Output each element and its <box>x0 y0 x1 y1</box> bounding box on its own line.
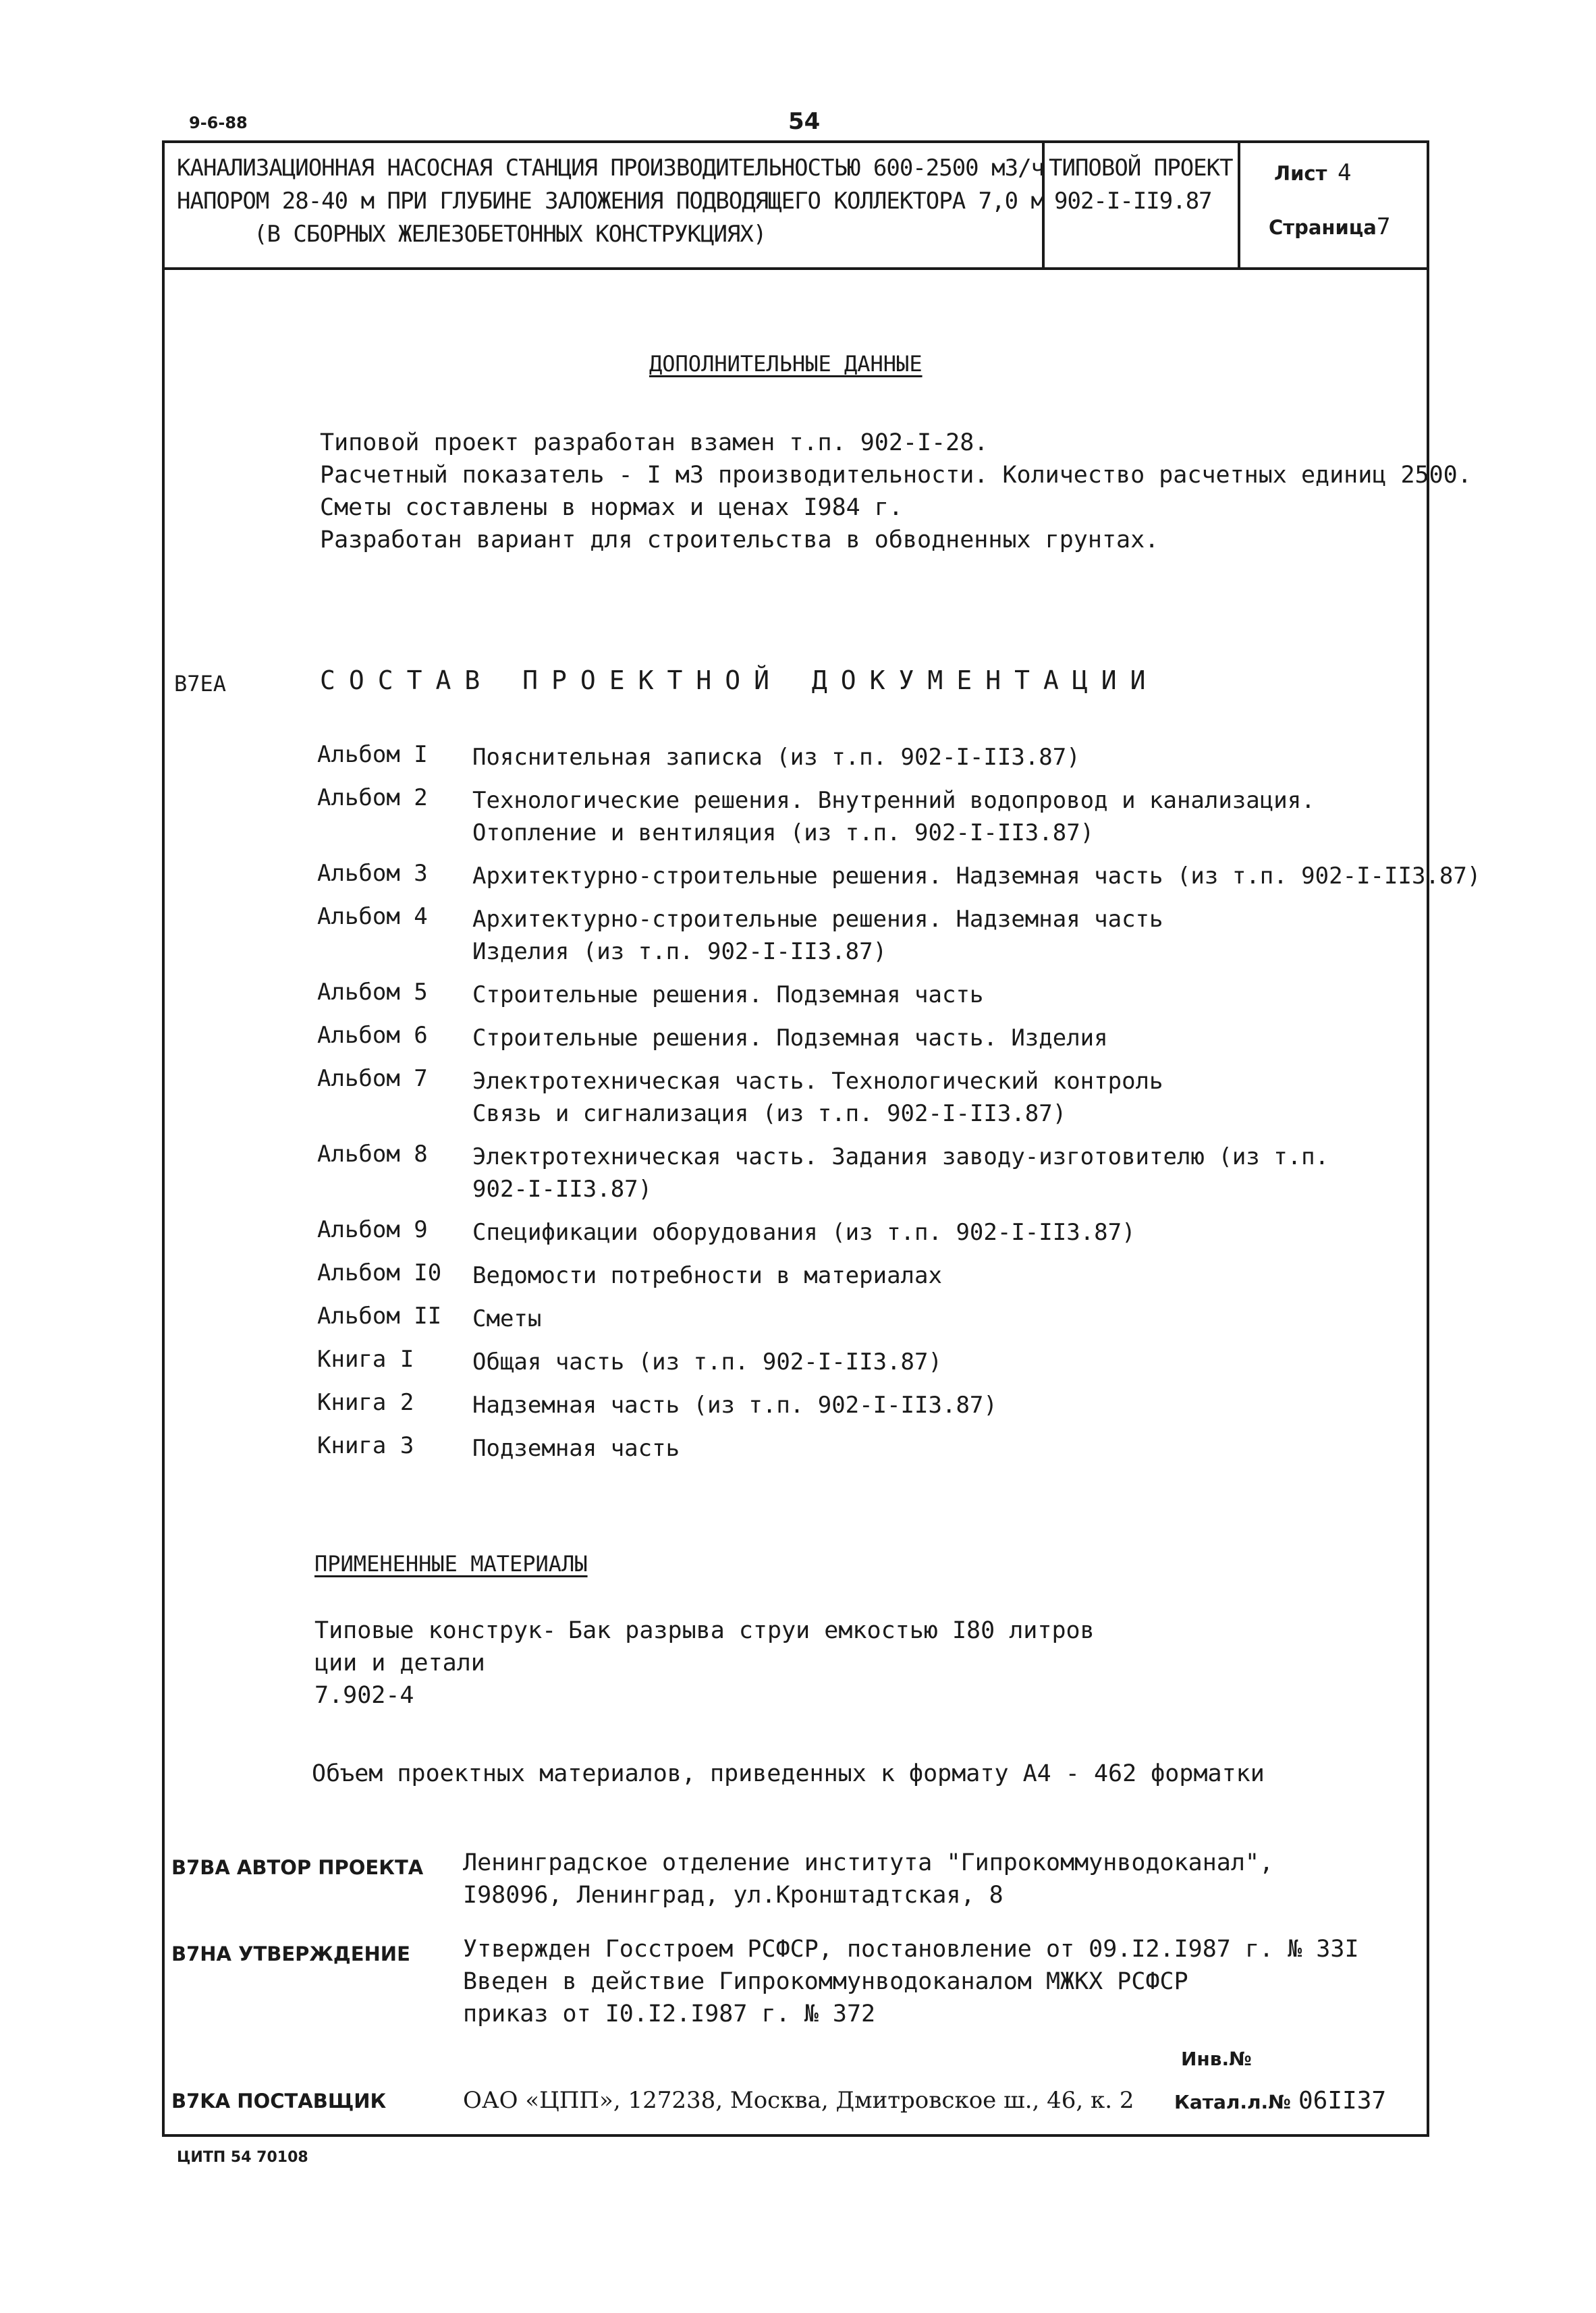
list-item <box>317 1389 997 1419</box>
date-stamp: 9-6-88 <box>189 113 248 132</box>
album-label: Альбом I <box>317 741 428 768</box>
materials-title: ПРИМЕНЕННЫЕ МАТЕРИАЛЫ <box>314 1551 588 1577</box>
album-label: Альбом 2 <box>317 784 428 811</box>
book-label: Книга I <box>317 1346 414 1373</box>
list-item <box>317 860 1481 890</box>
sheet-label: Лист <box>1274 162 1327 185</box>
album-label: Альбом 3 <box>317 860 428 887</box>
materials-ref-line: 7.902-4 <box>314 1682 414 1709</box>
list-item <box>317 903 1163 965</box>
approval-line: Утвержден Госстроем РСФСР, постановление от 09.I2.I987 г. № 33I <box>463 1936 1359 1963</box>
author-line: Ленинградское отделение института "Гипрокоммунводоканал", <box>463 1849 1274 1876</box>
additional-line: Разработан вариант для строительства в обводненных грунтах. <box>320 526 1159 553</box>
materials-description: Бак разрыва струи емкостью I80 литров <box>568 1617 1095 1644</box>
project-number: 902-I-II9.87 <box>1054 188 1212 215</box>
project-label: ТИПОВОЙ ПРОЕКТ <box>1049 155 1233 182</box>
list-item <box>317 1303 542 1332</box>
album-label: Альбом 8 <box>317 1141 428 1168</box>
materials-ref-line: ции и детали <box>314 1650 485 1677</box>
page-label: Страница <box>1269 216 1377 239</box>
supplier-text: ОАО «ЦПП», 127238, Москва, Дмитровское ш., 46, к. 2 <box>463 2087 1134 2114</box>
inventory-label: Инв.№ <box>1181 2048 1252 2070</box>
album-label: Альбом 4 <box>317 903 428 930</box>
additional-line: Расчетный показатель - I м3 производительности. Количество расчетных единиц 2500. <box>320 462 1472 489</box>
album-title: Отопление и вентиляция (из т.п. 902-I-II3.87) <box>472 819 1095 846</box>
composition-code: B7EA <box>174 671 227 697</box>
album-title: Пояснительная записка (из т.п. 902-I-II3.87) <box>472 744 1080 771</box>
list-item <box>317 741 1080 771</box>
list-item <box>317 1432 680 1462</box>
book-title: Подземная часть <box>472 1435 680 1462</box>
author-label: B7BA АВТОР ПРОЕКТА <box>171 1856 424 1879</box>
approval-line: Введен в действие Гипрокоммунводоканалом МЖКХ РСФСР <box>463 1968 1188 1995</box>
list-item <box>317 784 1315 846</box>
album-label: Альбом 7 <box>317 1065 428 1092</box>
album-title: Изделия (из т.п. 902-I-II3.87) <box>472 938 887 965</box>
catalog-label: Катал.л.№ <box>1174 2091 1291 2113</box>
album-title: Сметы <box>472 1305 542 1332</box>
additional-line: Типовой проект разработан взамен т.п. 902-I-28. <box>320 429 989 456</box>
book-title: Надземная часть (из т.п. 902-I-II3.87) <box>472 1392 997 1419</box>
book-title: Общая часть (из т.п. 902-I-II3.87) <box>472 1349 942 1376</box>
album-title: Технологические решения. Внутренний водопровод и канализация. <box>472 787 1315 814</box>
footer-code: ЦИТП 54 70108 <box>177 2149 308 2166</box>
list-item <box>317 1216 1136 1246</box>
header-title-line: (В СБОРНЫХ ЖЕЛЕЗОБЕТОННЫХ КОНСТРУКЦИЯХ) <box>254 221 767 248</box>
album-title: Ведомости потребности в материалах <box>472 1262 942 1289</box>
header-divider <box>165 267 1427 270</box>
additional-line: Сметы составлены в нормах и ценах I984 г. <box>320 494 903 521</box>
header-title-line: КАНАЛИЗАЦИОННАЯ НАСОСНАЯ СТАНЦИЯ ПРОИЗВОДИТЕЛЬНОСТЬЮ 600-2500 м3/ч <box>177 155 1045 182</box>
author-line: I98096, Ленинград, ул.Кронштадтская, 8 <box>463 1882 1003 1909</box>
volume-note: Объем проектных материалов, приведенных к формату А4 - 462 форматки <box>312 1760 1265 1787</box>
book-label: Книга 3 <box>317 1432 414 1459</box>
album-label: Альбом 6 <box>317 1022 428 1049</box>
album-title: Архитектурно-строительные решения. Надземная часть <box>472 906 1163 933</box>
composition-title: СОСТАВ ПРОЕКТНОЙ ДОКУМЕНТАЦИИ <box>320 665 1159 695</box>
album-title: Архитектурно-строительные решения. Надземная часть (из т.п. 902-I-II3.87) <box>472 863 1481 890</box>
additional-data-title: ДОПОЛНИТЕЛЬНЫЕ ДАННЫЕ <box>649 351 923 377</box>
list-item <box>317 1141 1329 1203</box>
album-title: 902-I-II3.87) <box>472 1176 653 1203</box>
album-title: Связь и сигнализация (из т.п. 902-I-II3.87) <box>472 1100 1067 1127</box>
album-label: Альбом 9 <box>317 1216 428 1243</box>
sheet-value: 4 <box>1338 159 1352 186</box>
album-title: Электротехническая часть. Задания заводу-изготовителю (из т.п. <box>472 1143 1329 1170</box>
page-value: 7 <box>1377 213 1391 240</box>
header-column-divider <box>1238 143 1240 267</box>
approval-line: приказ от I0.I2.I987 г. № 372 <box>463 2001 876 2028</box>
list-item <box>317 1065 1163 1127</box>
page-number: 54 <box>788 108 821 135</box>
album-title: Электротехническая часть. Технологический контроль <box>472 1068 1163 1095</box>
list-item <box>317 979 984 1008</box>
album-label: Альбом II <box>317 1303 442 1330</box>
catalog-value: 06II37 <box>1298 2087 1387 2115</box>
header-title-line: НАПОРОМ 28-40 м ПРИ ГЛУБИНЕ ЗАЛОЖЕНИЯ ПОДВОДЯЩЕГО КОЛЛЕКТОРА 7,0 м <box>177 188 1045 215</box>
materials-ref-line: Типовые конструк- <box>314 1617 557 1644</box>
album-label: Альбом 5 <box>317 979 428 1006</box>
list-item <box>317 1346 942 1376</box>
album-label: Альбом I0 <box>317 1259 442 1286</box>
album-title: Спецификации оборудования (из т.п. 902-I-II3.87) <box>472 1219 1136 1246</box>
album-title: Строительные решения. Подземная часть <box>472 981 984 1008</box>
album-title: Строительные решения. Подземная часть. Изделия <box>472 1025 1108 1052</box>
supplier-label: B7KA ПОСТАВЩИК <box>171 2090 387 2113</box>
approval-label: B7HA УТВЕРЖДЕНИЕ <box>171 1942 410 1965</box>
list-item <box>317 1259 942 1289</box>
book-label: Книга 2 <box>317 1389 414 1416</box>
list-item <box>317 1022 1108 1052</box>
